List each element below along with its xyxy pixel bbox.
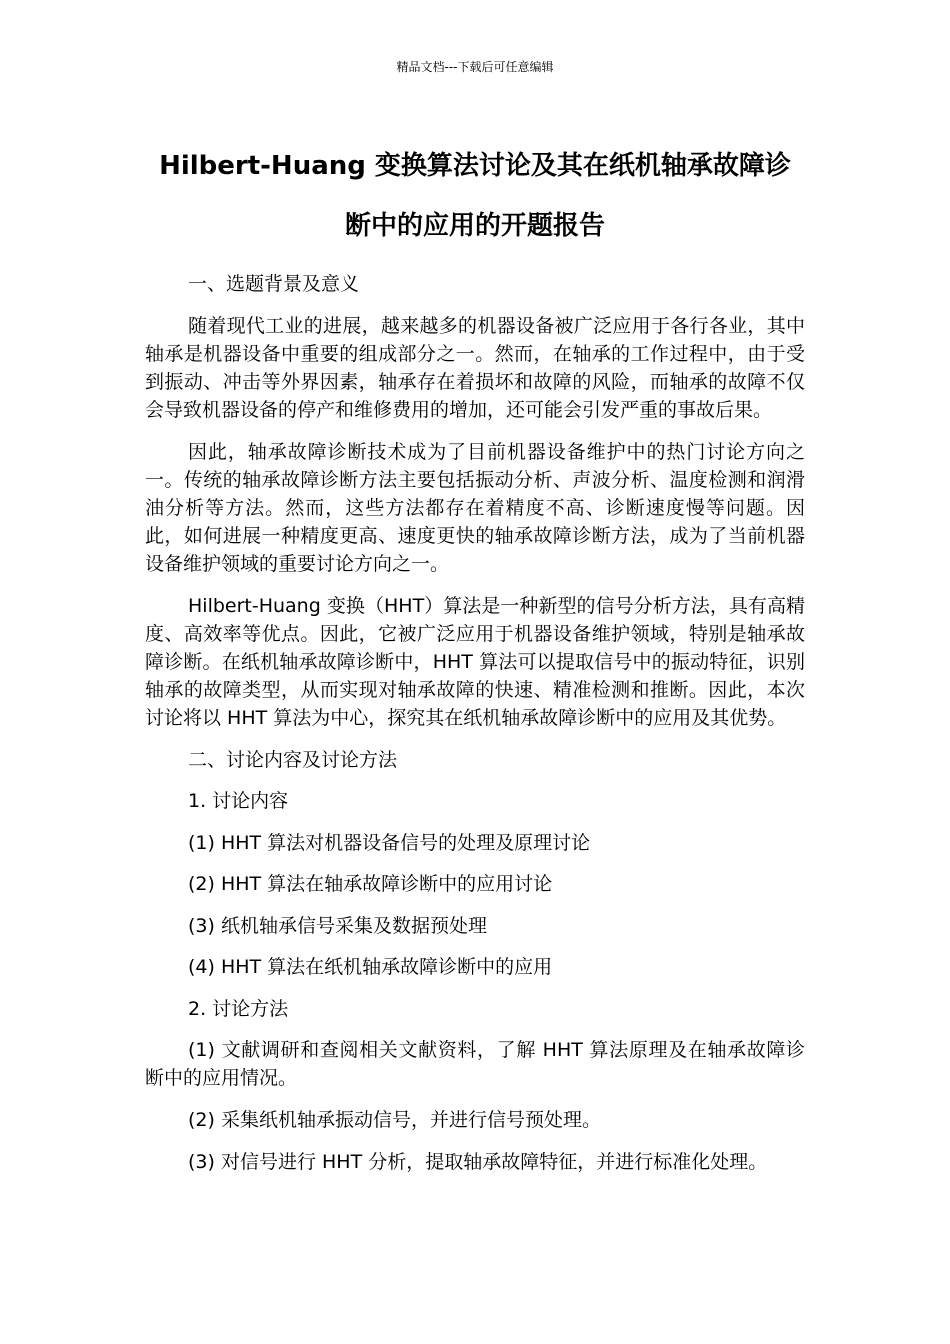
content-item: (2) HHT 算法在轴承故障诊断中的应用讨论 [188, 873, 553, 895]
page-header-note: 精品文档---下载后可任意编辑 [396, 60, 554, 74]
subheading-content: 1. 讨论内容 [188, 790, 289, 812]
subheading-method: 2. 讨论方法 [188, 997, 289, 1020]
title-line-2: 断中的应用的开题报告 [344, 211, 605, 241]
content-item: (4) HHT 算法在纸机轴承故障诊断中的应用 [188, 956, 553, 978]
paragraph-2: 因此，轴承故障诊断技术成为了目前机器设备维护中的热门讨论方向之一。传统的轴承故障诊断方法主要包括振动分析、声波分析、温度检测和润滑油分析等方法。然而，这些方法都存在着精度不高、诊断速度慢等问题。因此，如何进展一种精度更高、速度更快的轴承故障诊断方法，成为了当前机器设备维护领域的重要讨论方向之一。 [145, 440, 805, 575]
method-item: (2) 采集纸机轴承振动信号，并进行信号预处理。 [188, 1109, 601, 1131]
content-item: (1) HHT 算法对机器设备信号的处理及原理讨论 [188, 831, 591, 854]
method-item: (3) 对信号进行 HHT 分析，提取轴承故障特征，并进行标准化处理。 [188, 1150, 768, 1173]
title-line-1: Hilbert-Huang 变换算法讨论及其在纸机轴承故障诊 [159, 151, 791, 181]
method-item: (1) 文献调研和查阅相关文献资料，了解 HHT 算法原理及在轴承故障诊断中的应用情况。 [145, 1039, 805, 1089]
section-heading-background: 一、选题背景及意义 [188, 273, 360, 295]
content-item: (3) 纸机轴承信号采集及数据预处理 [188, 914, 487, 937]
section-heading-content-method: 二、讨论内容及讨论方法 [188, 748, 398, 771]
document-body [145, 270, 805, 1189]
paragraph-1: 随着现代工业的进展，越来越多的机器设备被广泛应用于各行各业，其中轴承是机器设备中重要的组成部分之一。然而，在轴承的工作过程中，由于受到振动、冲击等外界因素，轴承存在着损坏和故障的风险，而轴承的故障不仅会导致机器设备的停产和维修费用的增加，还可能会引发严重的事故后果。 [145, 314, 805, 421]
paragraph-3: Hilbert-Huang 变换（HHT）算法是一种新型的信号分析方法，具有高精度、高效率等优点。因此，它被广泛应用于机器设备维护领域，特别是轴承故障诊断。在纸机轴承故障诊断中，HHT 算法可以提取信号中的振动特征，识别轴承的故障类型，从而实现对轴承故障的快速、精准检测和推断。因此，本次讨论将以 HHT 算法为中心，探究其在纸机轴承故障诊断中的应用及其优势。 [145, 594, 805, 729]
document-title [120, 136, 830, 256]
